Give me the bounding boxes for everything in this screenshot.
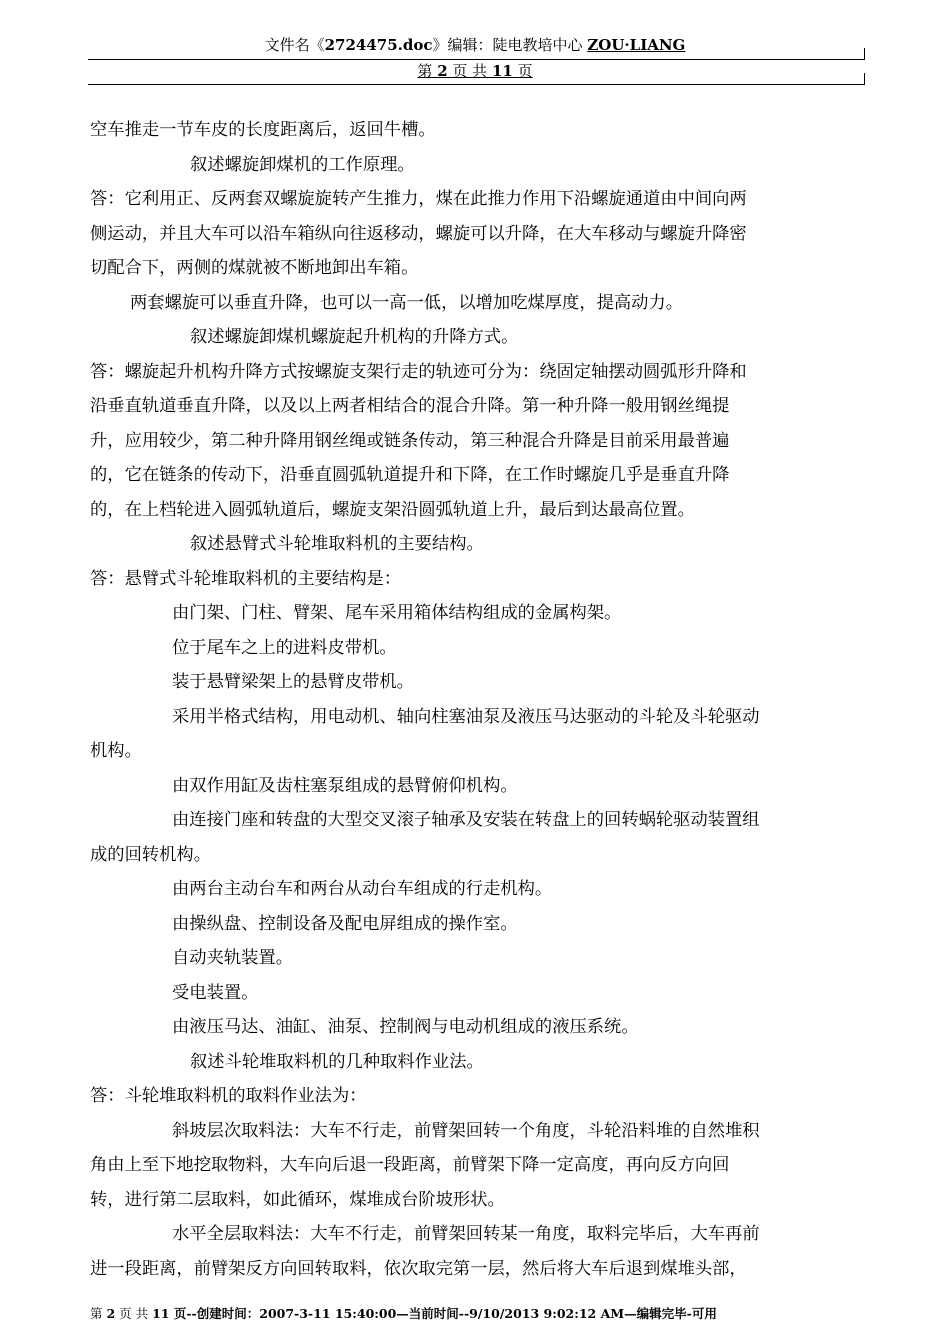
author-name: ZOU·LIANG [587,36,686,54]
answer-line: 答：它利用正、反两套双螺旋旋转产生推力，煤在此推力作用下沿螺旋通道由中间向两 [90,189,747,209]
file-label: 文件名《 [264,36,325,54]
text-line: 的，它在链条的传动下，沿垂直圆弧轨道提升和下降，在工作时螺旋几乎是垂直升降 [90,465,730,485]
text-line: 空车推走一节车皮的长度距离后，返回牛槽。 [90,120,436,140]
page-counter-header [88,60,862,82]
page-total: 11 [491,62,513,80]
list-item: 由连接门座和转盘的大型交叉滚子轴承及安装在转盘上的回转蜗轮驱动装置组 [172,810,760,830]
list-item: 位于尾车之上的进料皮带机。 [172,637,397,658]
text-line: 的，在上档轮进入圆弧轨道后，螺旋支架沿圆弧轨道上升，最后到达最高位置。 [90,499,695,520]
text-line: 成的回转机构。 [90,844,211,865]
footer-created-label: 页--创建时间： [169,1306,260,1321]
list-item: 由操纵盘、控制设备及配电屏组成的操作室。 [172,913,518,934]
footer-now-label: —当前时间-- [396,1306,470,1321]
footer-now-time: 9/10/2013 9:02:12 AM [469,1306,625,1321]
text-line: 进一段距离，前臂架反方向回转取料，依次取完第一层，然后将大车后退到煤堆头部， [90,1258,747,1279]
list-item: 采用半格式结构，用电动机、轴向柱塞油泵及液压马达驱动的斗轮及斗轮驱动 [172,706,760,727]
list-item: 由液压马达、油缸、油泵、控制阀与电动机组成的液压系统。 [172,1017,639,1037]
page-mid: 页 共 [447,62,492,80]
page-number: 2 [437,62,448,80]
text-line: 切配合下，两侧的煤就被不断地卸出车箱。 [90,258,419,278]
answer-line: 答：悬臂式斗轮堆取料机的主要结构是： [90,568,402,589]
question-heading: 叙述斗轮堆取料机的几种取料作业法。 [190,1051,484,1072]
question-heading: 叙述悬臂式斗轮堆取料机的主要结构。 [190,534,484,554]
answer-line: 答：螺旋起升机构升降方式按螺旋支架行走的轨迹可分为：绕固定轴摆动圆弧形升降和 [90,361,747,382]
text-line: 两套螺旋可以垂直升降，也可以一高一低，以增加吃煤厚度，提高动力。 [130,292,684,313]
list-item: 自动夹轨装置。 [172,948,293,968]
list-item: 由两台主动台车和两台从动台车组成的行走机构。 [172,879,553,899]
page-suffix: 页 [512,62,533,80]
page-header [88,34,862,56]
page-prefix: 第 [417,62,438,80]
text-line: 角由上至下地挖取物料，大车向后退一段距离，前臂架下降一定高度，再向反方向回 [90,1155,730,1175]
answer-line: 答：斗轮堆取料机的取料作业法为： [90,1086,367,1106]
list-item: 由双作用缸及齿柱塞泵组成的悬臂俯仰机构。 [172,775,518,796]
editor-label: 》编辑：陡电教培中心 [432,36,588,54]
list-item: 受电装置。 [172,982,259,1003]
document-body [90,113,865,1286]
question-heading: 叙述螺旋卸煤机的工作原理。 [190,154,415,175]
list-item: 装于悬臂梁架上的悬臂皮带机。 [172,672,414,692]
footer-end-label: —编辑完毕-可用 [624,1306,717,1321]
file-info-line [88,34,862,56]
text-line: 沿垂直轨道垂直升降，以及以上两者相结合的混合升降。第一种升降一般用钢丝绳提 [90,396,730,416]
footer-page-total: 11 [152,1306,170,1321]
footer-page-prefix: 第 [90,1306,107,1321]
list-item: 由门架、门柱、臂架、尾车采用箱体结构组成的金属构架。 [172,603,622,623]
footer-created-time: 2007-3-11 15:40:00 [259,1306,397,1321]
text-line: 机构。 [90,741,142,761]
text-line: 侧运动，并且大车可以沿车箱纵向往返移动，螺旋可以升降，在大车移动与螺旋升降密 [90,223,747,244]
question-heading: 叙述螺旋卸煤机螺旋起升机构的升降方式。 [190,327,519,347]
text-line: 转，进行第二层取料，如此循环，煤堆成台阶坡形状。 [90,1189,505,1210]
text-line: 升，应用较少，第二种升降用钢丝绳或链条传动，第三种混合升降是目前采用最普遍 [90,430,730,451]
list-item: 斜坡层次取料法：大车不行走，前臂架回转一个角度，斗轮沿料堆的自然堆积 [172,1120,760,1141]
header-rule-bottom [88,84,864,85]
list-item: 水平全层取料法：大车不行走，前臂架回转某一角度，取料完毕后，大车再前 [172,1224,760,1244]
page-footer [90,1304,717,1322]
footer-page-number: 2 [106,1306,116,1321]
file-name: 2724475.doc [324,36,433,54]
footer-page-mid: 页 共 [115,1306,153,1321]
